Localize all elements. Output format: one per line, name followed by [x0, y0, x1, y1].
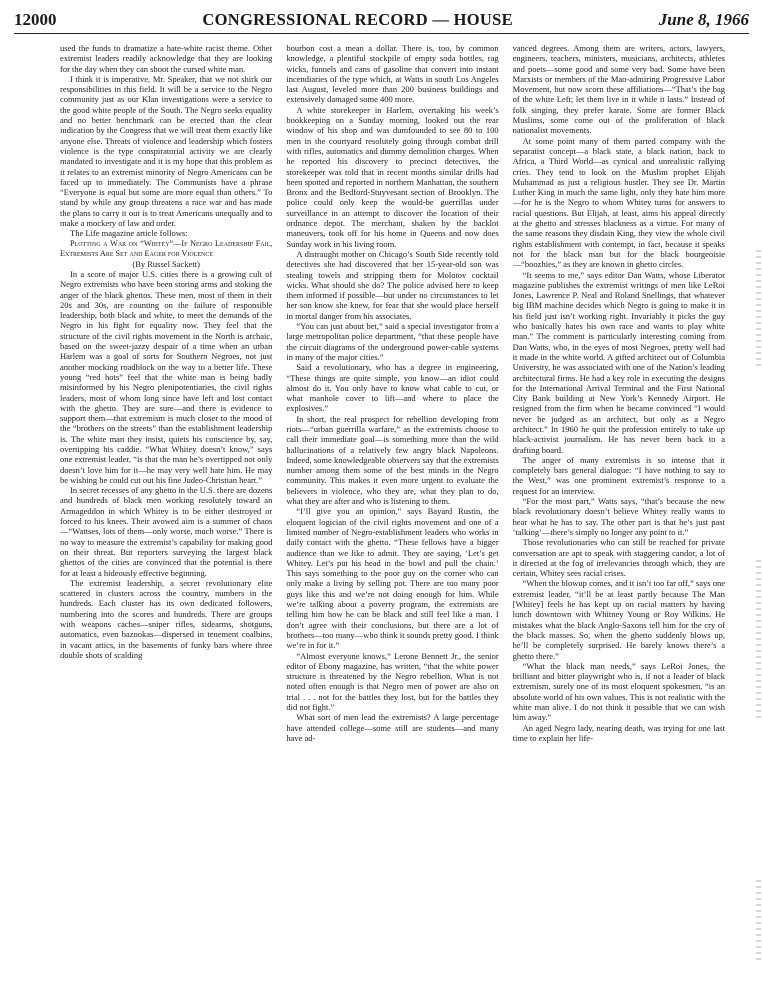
- paragraph: I think it is imperative, Mr. Speaker, that we not shirk our responsibilities in this field. It will be a service to the Negro community just as our Klan investigations were a service to the good white people of the South. The Negro seeks equality and no better benchmark can be erected than the clear indication by the Congress that we will treat them exactly like anyone else. Threats of violence and leadership which fosters violence is the type conspiratorial activity we are clearly mandated to investigate and it is my hope that this problem as it relates to an extremist minority of Negro Americans can be faced up to immediately. The Communists have a phrase “Everyone is equal but some are more equal than others.” To stand by while any group threatens a race war and has made the plans to carry it out is to treat Americans unequally and to make a mockery of law and order.: [60, 73, 273, 229]
- page-header: [14, 7, 749, 34]
- column-1: [60, 43, 272, 982]
- paragraph: “Almost everyone knows,” Lerone Bennett Jr., the senior editor of Ebony magazine, has written, “that the white power structure is threatened by the Negro rebellion. What is not noted often enough is that Negro men of power are also on trial . . . not for the battles they lost, but for the battles they did not fight.”: [286, 650, 499, 712]
- paragraph: “For the most part,” Watts says, “that’s because the new black revolutionary doesn’t believe Whitey really wants to hear what he has to say. The other part is that he’s just past ‘talking’—there’s simply no longer any point to it.”: [512, 496, 725, 537]
- paragraph: The extremist leadership, a secret revolutionary elite scattered in clusters across the country, numbers in the hundreds. Each cluster has its own dedicated followers, numbering into the scores and hundreds. There are groups with weapons caches—sniper rifles, sidearms, shotguns, automatics, even bazookas—dispersed in tenement coalbins, in vacant attics, in the basements of funky bars where three double shots of scalding: [60, 577, 273, 660]
- page-number: 12000: [14, 10, 57, 29]
- publication-title: CONGRESSIONAL RECORD — HOUSE: [202, 10, 513, 29]
- paragraph: At some point many of them parted company with the separatist concept—a black state, a black nation, back to Africa, a Third World—as cynical and unrealistic rallying cries. They tend to look on the Muslim prophet Elijah Muhammad as just a religious hustler. They see Dr. Martin Luther King in much the same light, only they hate him more—for he is the Negro to whom Whitey turns for answers to racial questions. But Elijah, at least, aims his appeal directly at the ghetto and stresses blackness as a virtue. For many of the same reasons they disdain King, they view the whole civil rights establishment with contempt, in fact, because it speaks not for the black man but for the black bourgeoisie—“boozhies,” as they are known in ghetto circles.: [512, 135, 725, 270]
- paragraph: vanced degrees. Among them are writers, actors, lawyers, engineers, teachers, ministers, musicians, architects, athletes and poets—some good and some very bad. Some have been Marxists or members of the Mao-admiring Progressive Labor Movement, but now scorn these affiliations—“That’s the bag of the white Left; let them live in it while it lasts.” Instead of folk singing, they prefer karate. Some are former Black Muslims, some come out of the proliferation of black nationalist movements.: [512, 43, 725, 136]
- column-2: [286, 43, 498, 982]
- paragraph: The anger of many extremists is so intense that it completely bars general dialogue: “I have nothing to say to the West,” was one prominent extremist’s response to a request for an interview.: [512, 454, 725, 496]
- paragraph: In secret recesses of any ghetto in the U.S. there are dozens and hundreds of black men working resolutely toward an Armageddon in which Whitey is to be either destroyed or forced to his knees. Their avowed aim is a summer of chaos—“Wattses, lots of them—only worse, much worse.” There is no way to measure the extremist’s capability for making good on their threat. But reporters surveying the largest black ghettos of the cities are convinced that the potential is there for at least a hideously effective beginning.: [60, 485, 273, 578]
- paragraph: used the funds to dramatize a hate-white racist theme. Other extremist leaders readily acknowledge that they are looking for the day when they can shoot the cursed white man.: [60, 43, 273, 74]
- paragraph: Said a revolutionary, who has a degree in engineering, “These things are quite simple, you know—an idiot could almost do it. You only have to know what cable to cut, or what manhole cover to lift—and where to place the explosives.”: [286, 362, 499, 414]
- paragraph: An aged Negro lady, nearing death, was trying for one last time to explain her life-: [512, 722, 725, 743]
- paragraph: What sort of men lead the extremists? A large percentage have attended college—some still are students—and many have ad-: [286, 712, 499, 743]
- paragraph: The Life magazine article follows:: [70, 228, 188, 239]
- scan-margin-artifact: [756, 880, 761, 960]
- paragraph: “When the blowup comes, and it isn’t too far off,” says one extremist leader, “it’ll be at least partly because The Man [Whitey] feels he has kept up on racial matters by having lunch downtown with Whitney Young or Roy Wilkins. He mistakes what the black Anglo-Saxons tell him for the cry of the black masses. So, when the ghetto suddenly blows up, he’ll be completely surprised. He barely knows there’s a ghetto there.”: [512, 578, 725, 661]
- scan-margin-artifact: [756, 250, 761, 370]
- paragraph: In a score of major U.S. cities there is a growing cult of Negro extremists who have been storing arms and stoking the anger of the black ghettos. These men, most of them in their 20s and 30s, are counting on the failure of responsible leadership, both black and white, to meet the demands of the Negro in his fight for equality now. They feel that the structure of the civil rights movement in the North is archaic, based on the sweet-jazzy despair of a time when an urban Harlem was a goal of sorts for Southern Negroes, not just another mocking roadblock on the way to a better life. These young “red hots” feel that the white man is being badly misinformed by his Negro plenipotentiaries, the civil rights leaders, most of whom long since have left and lost contact with the ghetto. They are sure—and there is evidence to support them—that extremism is much closer to the mood of the “brothers on the streets” than the establishment leadership is. The white man they insist, quiets his conscience by, say, overtipping his caddie. “What Whitey doesn’t know,” says one extremist leader, “is that the man he’s overtipped not only doesn’t love him for it—he may very well hate him. He may be wishing he could cut out his fine Judeo-Christian heart.”: [60, 268, 273, 485]
- paragraph: bourbon cost a mean a dollar. There is, too, by common knowledge, a plentiful stockpile of empty soda bottles, rag wicks, funnels and cans of gasoline that convert into instant incendiaries of the type which, at Watts in south Los Angeles last August, leveled more than 200 business buildings and extensively damaged some 400 more.: [286, 43, 499, 105]
- article-title: Plotting a War on “Whitey”—If Negro Leadership Fail, Extremists Are Set and Eager for Violence: [60, 238, 273, 258]
- paragraph: “You can just about bet,” said a special investigator from a large metropolitan police department, “that these people have the circuit diagrams of the underground power-cable systems in many of the major cities.”: [286, 321, 499, 362]
- body-columns: [60, 43, 725, 982]
- paragraph: “It seems to me,” says editor Dan Watts, whose Liberator magazine publishes the extremist writings of men like LeRoi Jones, Lawrence P. Neal and Roland Snellings, that whatever big IBM machine decides which Negro is going to make it in his field just isn’t working right. Invariably it picks the guy who basically hates his own race and wants to play white man.” The comment is particularly interesting coming from Dan Watts, who, in the eyes of most Negroes, pretty well had it made in the white world. A gifted architect out of Columbia University, he was associated with one of the Nation’s leading architectural firms. He had a key role in executing the designs for the International Arrival Terminal and the First National City Bank building at New York’s Kennedy Airport. He resigned from the firm when he became convinced “I would never be judged as an architect, but only as a Negro architect.” In 1960 he quit the profession entirely to take up black-activist journalism. He has never been back to a drafting board.: [512, 269, 725, 455]
- paragraph: A distraught mother on Chicago’s South Side recently told detectives she had discovered that her 15-year-old son was stealing towels and stripping them for Molotov cocktail wicks. What should she do? The police advised here to keep them informed if possible—but under no circumstances to let her son know she knew, for fear that she would place herself in mortal danger from his associates.: [286, 248, 499, 321]
- column-3: [513, 43, 725, 982]
- paragraph: Those revolutionaries who can still be reached for private conversation are apt to speak with staggering candor, a lot of it directed at the fog of irrelevancies through which, they are certain, Whitey sees racial crises.: [512, 537, 725, 579]
- article-byline: (By Russel Sackett): [132, 258, 200, 269]
- scan-margin-artifact: [756, 560, 761, 720]
- issue-date: June 8, 1966: [658, 10, 749, 29]
- paragraph: A white storekeeper in Harlem, overtaking his week’s bookkeeping on a Sunday morning, looked out the rear window of his shop and was dumfounded to see 80 to 100 men in the courtyard resolutely going through combat drill with rifles, automatics and dummy demolition charges. When he reported his discovery to precinct detectives, the storekeeper was told that in recent months similar drills had been spotted and reported in northern Manhattan, the southern Bronx and the Bedford-Stuyvesant section of Brooklyn. The police could only keep the would-be guerrillas under surveillance in an attempt to discover the location of their ordnance depot. The merchant, shaken by the backlot maneuvers, took off for his home in Queens and now does Sunday work in his living room.: [286, 104, 499, 249]
- paragraph: In short, the real prospect for rebellion developing from riots—“urban guerrilla warfare,” as the extremists choose to call their immediate goal—is something more than the wild hallucinations of a relatively few angry black Napoleons. Indeed, some knowledgeable observers say that the extremists number among them some of the best minds in the Negro community. This makes it even more urgent to evaluate the believers in violence, who they are, what they plan to do, what they are after and who is listening to them.: [286, 413, 499, 507]
- paragraph: “What the black man needs,” says LeRoi Jones, the brilliant and bitter playwright who is, if not a leader of black extremism, surely one of its most eloquent spokesmen, “is an absolute world of his own values. This is not realistic with the white man alive. I do not think it possible that we can wish him away.”: [512, 660, 725, 723]
- paragraph: “I’ll give you an opinion,” says Bayard Rustin, the eloquent logician of the civil rights movement and one of a limited number of Negro-establishment leaders who works in daily contact with the ghetto. “These fellows have a bigger audience than we like to admit. They are saying, ‘Let’s get Whitey. Let’s put his head in the bowl and pull the chain.’ This says something to the poor guy on the corner who can only make a living by selling pot. There are too many poor guys like this and we’re not doing enough for him. While we’re talking about a poverty program, the extremists are telling him how he can be black and still feel like a man. I don’t agree with their conclusions, but there are a lot of brothers—too many—who think it sounds pretty good. I think we’re in for it.”: [286, 506, 499, 651]
